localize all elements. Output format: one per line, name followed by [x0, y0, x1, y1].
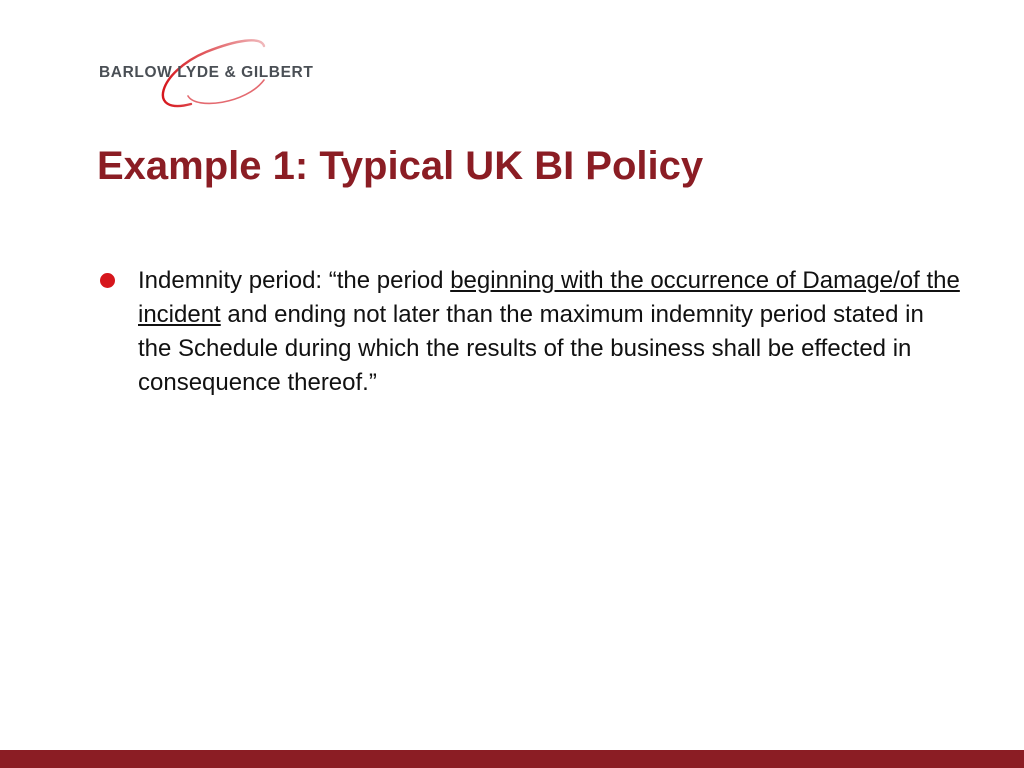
bullet-text-intro: Indemnity period: “the period — [138, 267, 451, 294]
logo-wordmark: BARLOW LYDE & GILBERT — [99, 64, 314, 81]
slide-title: Example 1: Typical UK BI Policy — [97, 144, 704, 188]
bullet-text-underlined: beginning with the occurrence of Damage/of the incident — [138, 267, 960, 328]
bullet-item — [100, 264, 960, 400]
footer-bar — [0, 750, 1024, 768]
bullet-dot-icon — [100, 273, 115, 288]
bullet-list — [100, 264, 960, 400]
company-logo — [96, 34, 336, 118]
bullet-text-rest: and ending not later than the maximum indemnity period stated in the Schedule during which the results of the business shall be effected in consequence thereof.” — [138, 301, 924, 396]
